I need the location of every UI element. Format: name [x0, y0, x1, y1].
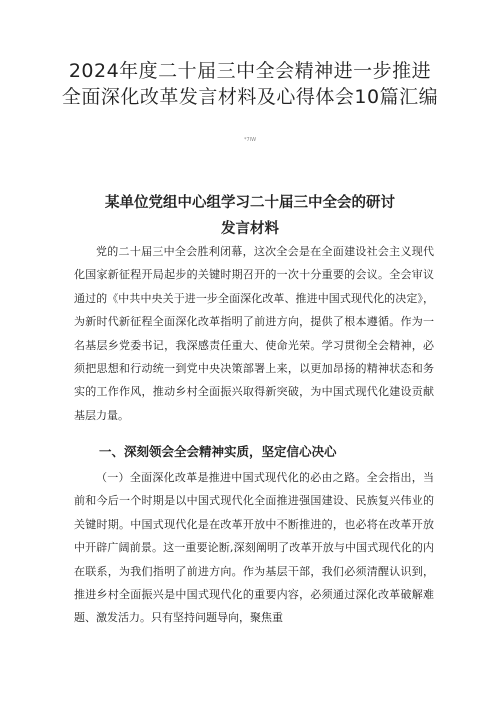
- paragraph-text: 党的二十届三中全会胜利闭幕，这次全会是在全面建设社会主义现代化国家新征程开局起步的关键时期召开的一次十分重要的会议。全会审议通过的《中共中央关于进一步全面深化改革、推进中国式现代化的决定》，为新时代新征程全面深化改革指明了前进方向，提供了根本遵循。作为一名基层乡党委书记，我深感责任重大、使命光荣。学习贯彻全会精神，必须把思想和行动统一到党中央决策部署上来，以更加昂扬的精神状态和务实的工作作风，推动乡村全面振兴取得新突破，为中国式现代化建设贡献基层力量。: [74, 245, 434, 422]
- section-title-line2: 发言材料: [221, 221, 279, 237]
- section-title: [70, 190, 430, 242]
- document-title: 2024年度二十届三中全会精神进一步推进全面深化改革发言材料及心得体会10篇汇编: [61, 60, 439, 108]
- heading-level-1: 一、深刻领会全会精神实质，坚定信心决心: [99, 444, 337, 459]
- title-note: *7IW: [243, 137, 257, 143]
- body-paragraph-1: [74, 240, 434, 427]
- body-paragraph-2: [74, 466, 434, 630]
- paragraph-text: （一）全面深化改革是推进中国式现代化的必由之路。全会指出，当前和今后一个时期是以中国式现代化全面推进强国建设、民族复兴伟业的关键时期。中国式现代化是在改革开放中不断推进的，也必将在改革开放中开辟广阔前景。这一重要论断,深刻阐明了改革开放与中国式现代化的内在联系，为我们指明了前进方向。作为基层干部，我们必须清醒认识到，推进乡村全面振兴是中国式现代化的重要内容，必须通过深化改革破解难题、激发活力。只有坚持问题导向，聚焦重: [74, 471, 434, 625]
- section-title-line1: 某单位党组中心组学习二十届三中全会的研讨: [105, 195, 395, 211]
